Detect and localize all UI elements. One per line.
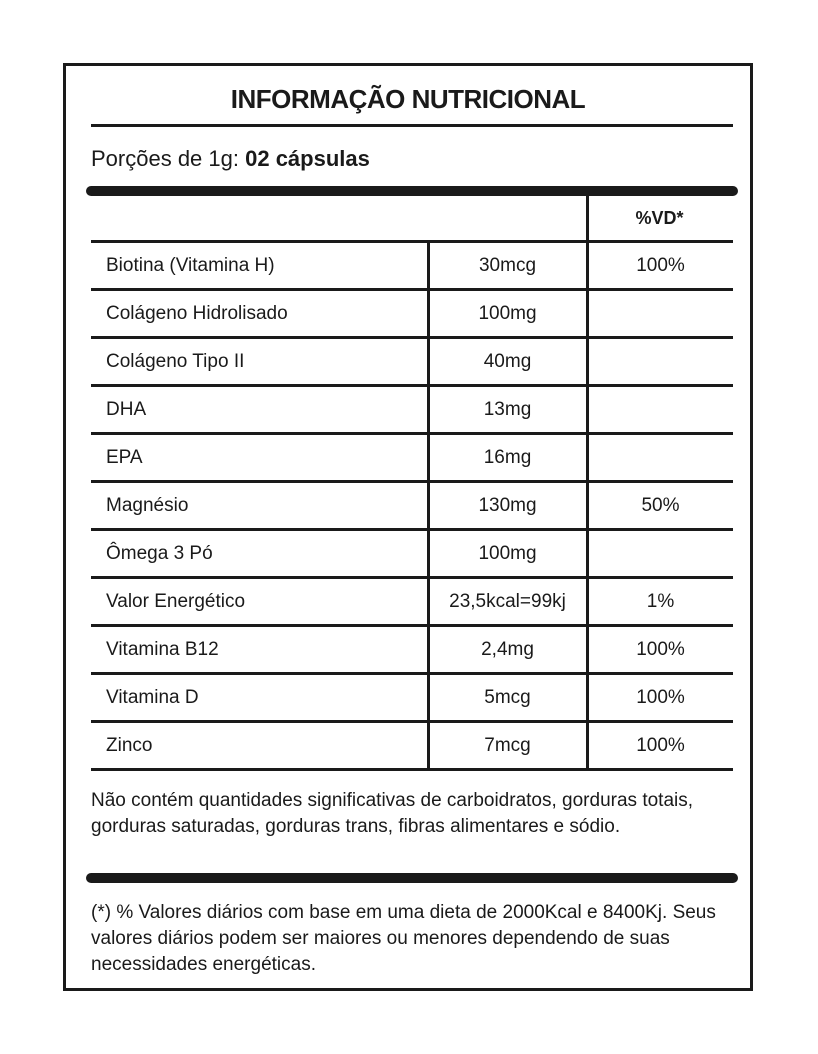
nutrient-name: Vitamina B12 [106,639,219,660]
nutrient-amount: 40mg [483,351,532,372]
table-row [91,674,733,722]
nutrient-name: DHA [106,399,147,420]
nutrient-amount: 16mg [483,447,532,468]
table-row [91,386,733,434]
nutrient-name: Ômega 3 Pó [106,543,213,564]
nutrient-amount: 5mcg [484,687,531,708]
nutrient-vd [588,386,733,434]
nutrient-vd [588,338,733,386]
nutrient-vd: 100% [636,255,685,276]
table-row [91,626,733,674]
nutrient-amount: 100mg [478,303,537,324]
nutrient-vd [588,434,733,482]
nutrient-vd: 50% [641,495,680,516]
nutrient-vd [588,290,733,338]
nutrient-name: Valor Energético [106,591,246,612]
nutrient-name: Magnésio [106,495,189,516]
nutrient-vd: 100% [636,639,685,660]
table-row [91,530,733,578]
nutrient-vd: 100% [636,735,685,756]
nutrient-amount: 13mg [483,399,532,420]
nutrient-name: Zinco [106,735,153,756]
serving-label: Porções de 1g: [91,146,239,171]
nutrient-name: Colágeno Hidrolisado [106,303,288,324]
table-row [91,290,733,338]
nutrient-amount: 30mcg [478,255,537,276]
vd-column-header: %VD* [635,208,684,228]
table-row [91,434,733,482]
nutrient-vd: 100% [636,687,685,708]
table-row [91,242,733,290]
nutrient-amount: 2,4mg [481,639,534,660]
thick-divider [86,873,738,883]
footnote: (*) % Valores diários com base em uma dieta de 2000Kcal e 8400Kj. Seus valores diários podem ser maiores ou menores dependendo de suas necessidades energéticas. [91,902,716,975]
nutrient-name: EPA [106,447,143,468]
nutrient-amount: 23,5kcal=99kj [449,591,566,612]
nutrient-name: Biotina (Vitamina H) [106,255,275,276]
thick-divider [86,186,738,196]
nutrient-vd [588,530,733,578]
serving-value: 02 cápsulas [245,146,370,171]
table-row [91,482,733,530]
table-row [91,578,733,626]
nutrient-name: Vitamina D [106,687,199,708]
divider [91,124,733,127]
panel-title: INFORMAÇÃO NUTRICIONAL [230,84,586,114]
nutrient-amount: 100mg [478,543,537,564]
table-row [91,722,733,770]
serving-size [91,146,370,172]
nutrient-name: Colágeno Tipo II [106,351,245,372]
nutrient-vd: 1% [646,591,675,612]
disclaimer-note: Não contém quantidades significativas de carboidratos, gorduras totais, gorduras saturadas, gorduras trans, fibras alimentares e sódio. [91,790,694,837]
nutrient-amount: 7mcg [484,735,531,756]
nutrition-facts-panel [63,63,753,991]
nutrient-amount: 130mg [478,495,537,516]
table-row [91,338,733,386]
